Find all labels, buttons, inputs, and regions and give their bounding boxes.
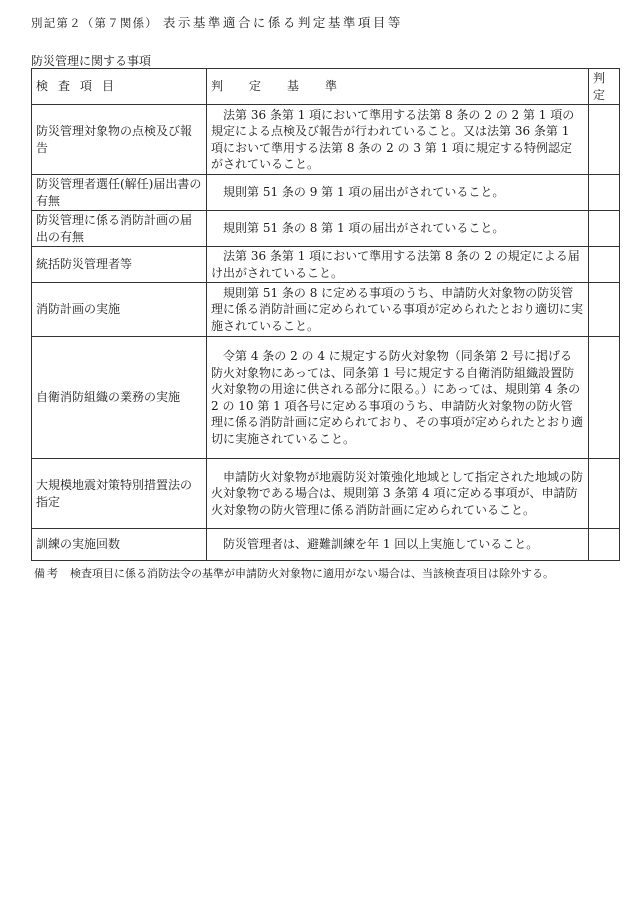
table-row [32,105,620,175]
inspection-table [31,68,620,561]
remark-text: 検査項目に係る消防法令の基準が申請防火対象物に適用がない場合は、当該検査項目は除外する。 [70,567,554,580]
remark-note [34,565,554,581]
judgment-cell [589,283,620,337]
section-title: 防災管理に関する事項 [31,54,152,68]
criteria-cell: 令第 4 条の 2 の 4 に規定する防火対象物（同条第 2 号に掲げる防火対象物にあっては、同条第 1 号に規定する自衛消防組織設置防火対象物の用途に供される部分に限る。）にあっては、規則第 4 条の 2 の 10 第 1 項各号に定める事項のうち、申請防火対象物の防火管理に係る消防計画に定められており、その事項が定められたとおり適切に実施されていること。 [207,337,589,459]
header-criteria: 判定基準 [207,69,589,105]
criteria-cell: 規則第 51 条の 9 第 1 項の届出がされていること。 [207,175,589,211]
criteria-cell: 規則第 51 条の 8 第 1 項の届出がされていること。 [207,211,589,247]
table-row [32,175,620,211]
criteria-cell: 規則第 51 条の 8 に定める事項のうち、申請防火対象物の防災管理に係る消防計画に定められている事項が定められたとおり適切に実施されていること。 [207,283,589,337]
item-cell: 消防計画の実施 [32,283,207,337]
table-row [32,247,620,283]
criteria-cell: 法第 36 条第 1 項において準用する法第 8 条の 2 の規定による届け出がされていること。 [207,247,589,283]
item-cell: 防災管理対象物の点検及び報告 [32,105,207,175]
table-header-row [32,69,620,105]
item-cell: 自衛消防組織の業務の実施 [32,337,207,459]
document-title: 表示基準適合に係る判定基準項目等 [162,15,403,30]
annex-label: 別記第２（第７関係） [31,16,158,30]
criteria-cell: 申請防火対象物が地震防災対策強化地域として指定された地域の防火対象物である場合は、規則第 3 条第 4 項に定める事項が、申請防火対象物の防火管理に係る消防計画に定められていること。 [207,459,589,529]
judgment-cell [589,175,620,211]
remark-label: 備考 [34,567,60,580]
table-row [32,529,620,561]
table-row [32,337,620,459]
table-row [32,459,620,529]
criteria-cell: 法第 36 条第 1 項において準用する法第 8 条の 2 の 2 第 1 項の規定による点検及び報告が行われていること。又は法第 36 条第 1 項において準用する法第 8 条の 2 の 3 第 1 項に規定する特例認定がされていること。 [207,105,589,175]
item-cell: 大規模地震対策特別措置法の指定 [32,459,207,529]
judgment-cell [589,211,620,247]
item-cell: 訓練の実施回数 [32,529,207,561]
judgment-cell [589,337,620,459]
header-inspection-item: 検査項目 [32,69,207,105]
criteria-cell: 防災管理者は、避難訓練を年 1 回以上実施していること。 [207,529,589,561]
item-cell: 防災管理者選任(解任)届出書の有無 [32,175,207,211]
table-row [32,283,620,337]
item-cell: 統括防災管理者等 [32,247,207,283]
judgment-cell [589,247,620,283]
judgment-cell [589,105,620,175]
judgment-cell [589,529,620,561]
table-row [32,211,620,247]
header-judgment: 判定 [589,69,620,105]
item-cell: 防災管理に係る消防計画の届出の有無 [32,211,207,247]
document-header [31,13,403,31]
judgment-cell [589,459,620,529]
